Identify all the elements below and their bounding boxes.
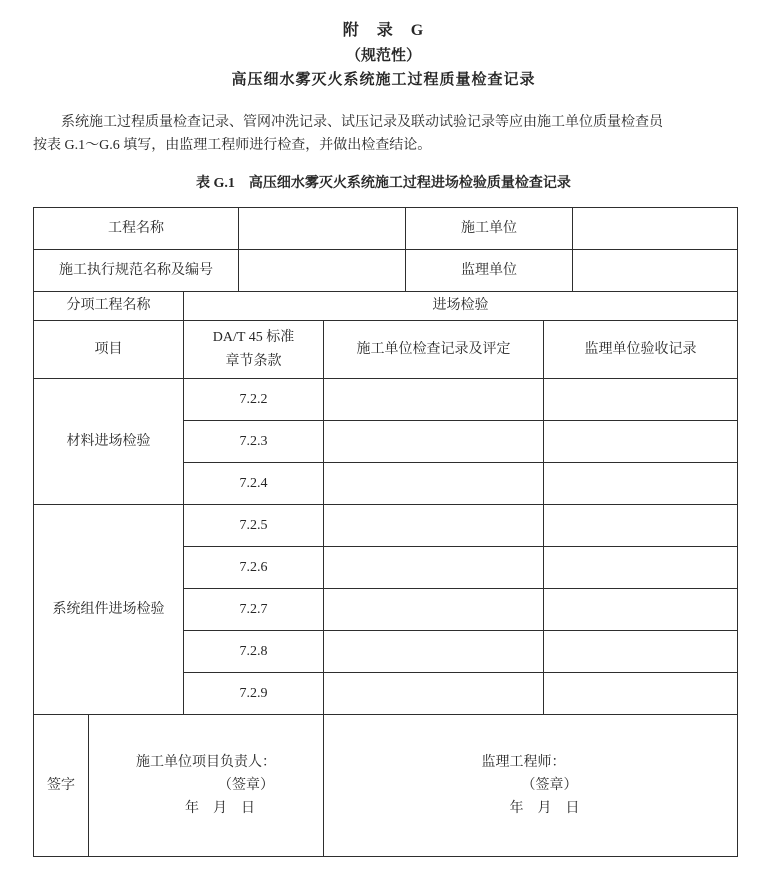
clause-number-cell: 7.2.6 [184,547,324,589]
supervisor-label: 监理工程师： [481,755,566,770]
column-header-supervision-record: 监理单位验收记录 [544,321,738,379]
clause-rows [34,379,738,715]
table-caption: 表 G.1 高压细水雾灭火系统施工过程进场检验质量检查记录 [196,176,571,191]
supervision-record-cell [544,547,738,589]
sub-project-label: 分项工程名称 [34,292,184,321]
construction-signature-block [136,751,276,820]
construction-record-cell [324,547,544,589]
table-row [34,208,738,250]
intro-line-2: 按表 G.1～G.6 填写，由监理工程师进行检查，并做出检查结论。 [33,138,432,153]
construction-unit-label: 施工单位 [406,208,573,250]
supervision-record-cell [544,673,738,715]
body-table [33,291,738,715]
construction-record-cell [324,421,544,463]
clause-number-cell: 7.2.8 [184,631,324,673]
clause-number-cell: 7.2.7 [184,589,324,631]
construction-record-cell [324,631,544,673]
supervision-record-cell [544,631,738,673]
supervision-record-cell [544,589,738,631]
project-name-label: 工程名称 [34,208,239,250]
clause-header-line2: 章节条款 [225,353,282,369]
supervision-signature-block [482,751,580,820]
supervision-record-cell [544,463,738,505]
clause-header-line1: DA/T 45 标准 [212,329,295,345]
supervision-record-cell [544,421,738,463]
table-row [34,250,738,292]
construction-record-cell [324,505,544,547]
supervision-record-cell [544,505,738,547]
clause-number-cell: 7.2.5 [184,505,324,547]
normative-label: （规范性） [345,48,421,64]
intro-line-1: 系统施工过程质量检查记录、管网冲洗记录、试压记录及联动试验记录等应由施工单位质量检查员 [61,115,663,130]
construction-leader-label: 施工单位项目负责人： [136,755,276,770]
construction-unit-value [573,208,738,250]
entry-inspection-label: 进场检验 [184,292,738,321]
info-table [33,207,738,292]
group-name-cell: 材料进场检验 [34,379,184,505]
document-title: 高压细水雾灭火系统施工过程质量检查记录 [231,72,536,88]
supervision-unit-label: 监理单位 [406,250,573,292]
intro-paragraph [33,111,737,157]
column-header-construction-record: 施工单位检查记录及评定 [324,321,544,379]
construction-record-cell [324,379,544,421]
signature-row [34,715,738,857]
supervision-record-cell [544,379,738,421]
table-row [34,379,738,421]
clause-number-cell: 7.2.4 [184,463,324,505]
spec-name-value [239,250,406,292]
construction-record-cell [324,463,544,505]
supervision-unit-value [573,250,738,292]
signature-label: 签字 [34,715,89,857]
construction-seal-label: （签章） [218,778,274,793]
construction-signature-cell [89,715,324,857]
clause-number-cell: 7.2.2 [184,379,324,421]
inspection-table [33,207,739,857]
table-header-row [34,321,738,379]
column-header-clause [184,321,324,379]
construction-date-label: 年 月 日 [185,801,255,816]
clause-number-cell: 7.2.9 [184,673,324,715]
column-header-item: 项目 [34,321,184,379]
project-name-value [239,208,406,250]
signature-table [33,714,738,857]
group-name-cell: 系统组件进场检验 [34,505,184,715]
appendix-heading: 附 录 G [342,22,425,39]
supervision-date-label: 年 月 日 [509,801,580,816]
spec-name-label: 施工执行规范名称及编号 [34,250,239,292]
supervision-seal-label: （签章） [521,778,578,793]
table-row [34,292,738,321]
clause-number-cell: 7.2.3 [184,421,324,463]
supervision-signature-cell [324,715,738,857]
construction-record-cell [324,589,544,631]
table-row [34,505,738,547]
construction-record-cell [324,673,544,715]
